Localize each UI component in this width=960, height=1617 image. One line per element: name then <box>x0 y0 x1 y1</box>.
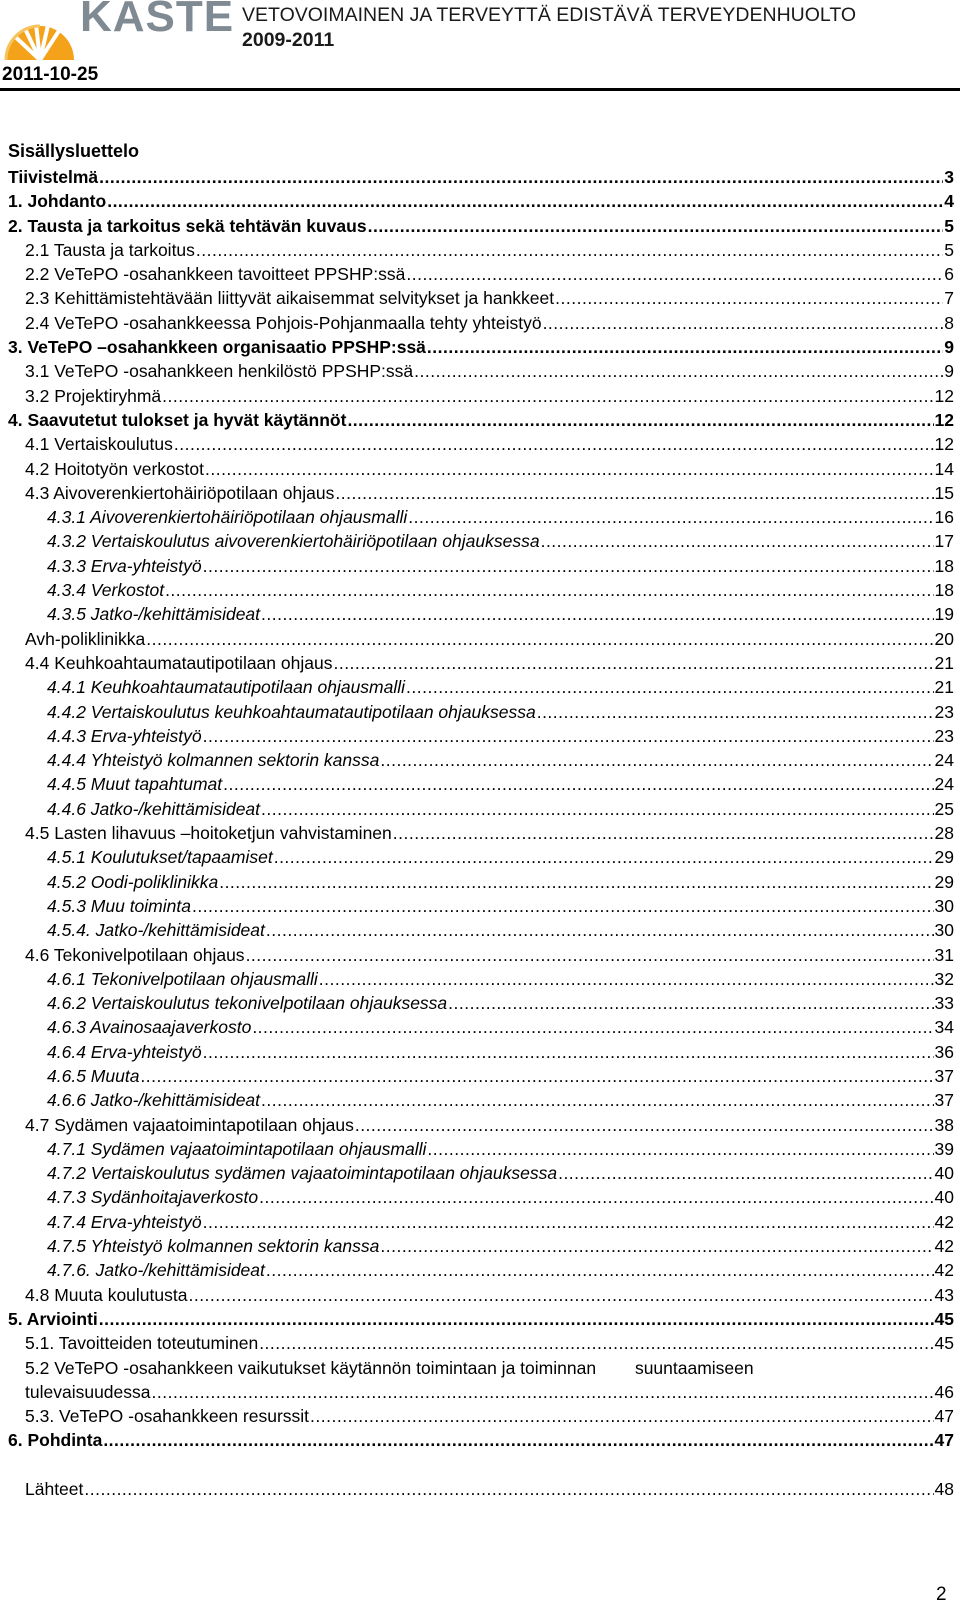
toc-entry-text: 4.6.1 Tekonivelpotilaan ohjausmalli <box>47 968 318 989</box>
toc-leader-dots <box>84 1477 933 1501</box>
toc-leader-dots <box>266 1258 934 1282</box>
toc-entry[interactable] <box>8 870 954 894</box>
toc-leader-dots <box>406 262 943 286</box>
toc-leader-dots <box>380 748 933 772</box>
toc-entry-text: 5. Arviointi <box>8 1308 98 1329</box>
toc-leader-dots <box>162 384 933 408</box>
toc-entry-5-2-line1[interactable]: 5.2 VeTePO -osahankkeen vaikutukset käytännön toimintaan ja toiminnan suuntaamiseen <box>25 1357 754 1378</box>
toc-entry[interactable] <box>8 748 954 772</box>
toc-entry-text: 4.2 Hoitotyön verkostot <box>25 458 204 479</box>
toc-entry[interactable] <box>8 1088 954 1112</box>
toc-entry-text: 4.7 Sydämen vajaatoimintapotilaan ohjaus <box>25 1114 354 1135</box>
toc-entry-page: 30 <box>934 920 954 941</box>
toc-entry-page: 24 <box>934 774 954 795</box>
logo-text: KASTE <box>80 0 235 41</box>
toc-entry-page: 42 <box>934 1260 954 1281</box>
toc-entry-page: 42 <box>934 1211 954 1232</box>
toc-entry-text: 4.4.6 Jatko-/kehittämisideat <box>47 798 261 819</box>
toc-entry-page: 45 <box>934 1333 954 1354</box>
toc-entry[interactable] <box>8 675 954 699</box>
toc-entry[interactable] <box>8 1210 954 1234</box>
toc-entry-text: 4.4.5 Muut tapahtumat <box>47 774 223 795</box>
toc-leader-dots <box>165 578 933 602</box>
toc-entry-page: 4 <box>944 191 954 212</box>
toc-entry-text: Tiivistelmä <box>8 167 99 187</box>
toc-entry-page: 45 <box>934 1308 954 1329</box>
toc-entry-page: 46 <box>934 1381 954 1402</box>
toc-entry[interactable] <box>8 700 954 724</box>
toc-entry-5-2-line2[interactable] <box>8 1380 954 1404</box>
toc-entry-page: 14 <box>934 458 954 479</box>
toc-leader-dots <box>335 481 933 505</box>
toc-entry-text: 2.4 VeTePO -osahankkeessa Pohjois-Pohjanmaalla tehty yhteistyö <box>25 312 542 333</box>
toc-entry-page: 38 <box>934 1114 954 1135</box>
toc-leader-dots <box>266 918 934 942</box>
toc-leader-dots <box>368 214 944 238</box>
toc-entry-page: 40 <box>934 1163 954 1184</box>
toc-entry-text: 4.7.5 Yhteistyö kolmannen sektorin kanssa <box>47 1236 380 1257</box>
toc-leader-dots <box>261 602 934 626</box>
toc-leader-dots <box>333 651 933 675</box>
toc-leader-dots <box>261 797 934 821</box>
header-years: 2009-2011 <box>242 29 335 51</box>
toc-entry[interactable] <box>8 529 954 553</box>
toc-entry[interactable] <box>8 554 954 578</box>
toc-entry[interactable] <box>8 384 954 408</box>
toc-entry-text: Avh-poliklinikka <box>25 628 146 649</box>
toc-entry-text: 4.6.6 Jatko-/kehittämisideat <box>47 1090 261 1111</box>
page-number: 2 <box>936 1584 947 1605</box>
toc-entry-page: 43 <box>934 1284 954 1305</box>
toc-entry-text: 5.1. Tavoitteiden toteutuminen <box>25 1333 259 1354</box>
toc-entry-page: 29 <box>934 871 954 892</box>
toc-entry[interactable] <box>8 1307 954 1331</box>
toc-leader-dots <box>393 821 934 845</box>
toc-entry-page: 3 <box>944 167 954 187</box>
toc-entry-text: 4.6.2 Vertaiskoulutus tekonivelpotilaan ohjauksessa <box>47 993 448 1014</box>
toc-leader-dots <box>196 238 943 262</box>
toc-entry-text: 4. Saavutetut tulokset ja hyvät käytännöt <box>8 409 347 430</box>
toc-leader-dots <box>558 1161 933 1185</box>
toc-entry-sources[interactable] <box>8 1477 954 1501</box>
toc-entry[interactable] <box>8 262 954 286</box>
toc-leader-dots <box>355 1113 934 1137</box>
toc-entry-text: 4.4.4 Yhteistyö kolmannen sektorin kanssa <box>47 750 380 771</box>
toc-entry-page: 31 <box>934 944 954 965</box>
toc-leader-dots <box>408 505 933 529</box>
toc-entry[interactable] <box>8 821 954 845</box>
toc-entry-page: 28 <box>934 823 954 844</box>
toc-entry[interactable] <box>8 1161 954 1185</box>
toc-entry[interactable] <box>8 1404 954 1428</box>
toc-entry-text: 4.7.4 Erva-yhteistyö <box>47 1211 202 1232</box>
toc-leader-dots <box>99 1307 934 1331</box>
toc-entry-page: 32 <box>934 968 954 989</box>
toc-entry-text: 4.3.5 Jatko-/kehittämisideat <box>47 604 261 625</box>
toc-entry-text: 5.3. VeTePO -osahankkeen resurssit <box>25 1406 310 1427</box>
toc-entry[interactable] <box>8 481 954 505</box>
toc-leader-dots <box>203 554 934 578</box>
toc-entry[interactable] <box>8 432 954 456</box>
toc-leader-dots <box>219 870 933 894</box>
toc-leader-dots <box>203 1040 934 1064</box>
toc-entry[interactable] <box>8 1137 954 1161</box>
toc-entry-text: 4.3.3 Erva-yhteistyö <box>47 555 202 576</box>
toc-entry-text: 4.6 Tekonivelpotilaan ohjaus <box>25 944 245 965</box>
toc-leader-dots <box>274 845 934 869</box>
toc-entry-text: 3.1 VeTePO -osahankkeen henkilöstö PPSHP:ssä <box>25 361 414 382</box>
toc-leader-dots <box>414 359 943 383</box>
toc-leader-dots <box>541 529 934 553</box>
toc-entry[interactable] <box>8 578 954 602</box>
toc-entry-page: 23 <box>934 701 954 722</box>
toc-entry-page: 20 <box>934 628 954 649</box>
toc-entry[interactable] <box>8 505 954 529</box>
toc-entry[interactable] <box>8 627 954 651</box>
toc-entry-page: 6 <box>944 264 954 285</box>
toc-entry[interactable] <box>8 943 954 967</box>
toc-entry-page: 18 <box>934 580 954 601</box>
toc-entry[interactable] <box>8 359 954 383</box>
toc-leader-dots <box>406 675 934 699</box>
toc-leader-dots <box>188 1283 933 1307</box>
toc-entry-page: 5 <box>944 215 954 236</box>
toc-entry[interactable] <box>8 311 954 335</box>
toc-entry-text: 2.2 VeTePO -osahankkeen tavoitteet PPSHP:ssä <box>25 264 406 285</box>
toc-entry[interactable] <box>8 967 954 991</box>
toc-leader-dots <box>261 1088 934 1112</box>
toc-entry[interactable] <box>8 602 954 626</box>
toc-leader-dots <box>555 286 943 310</box>
toc-entry-page: 33 <box>934 993 954 1014</box>
toc-entry[interactable] <box>8 189 954 213</box>
toc-entry[interactable] <box>8 1283 954 1307</box>
toc-entry-page: 37 <box>934 1090 954 1111</box>
toc-entry[interactable] <box>8 1040 954 1064</box>
toc-entry-page: 30 <box>934 895 954 916</box>
toc-entry-text: 4.7.1 Sydämen vajaatoimintapotilaan ohjausmalli <box>47 1138 427 1159</box>
toc-heading: Sisällysluettelo <box>8 141 140 161</box>
toc-leader-dots <box>310 1404 933 1428</box>
toc-entry-text: 4.5.4. Jatko-/kehittämisideat <box>47 920 265 941</box>
toc-leader-dots <box>319 967 934 991</box>
toc-entry-text: 4.5.1 Koulutukset/tapaamiset <box>47 847 273 868</box>
toc-entry-text: 4.3.2 Vertaiskoulutus aivoverenkiertohäiriöpotilaan ohjauksessa <box>47 531 540 552</box>
toc-entry-text: 2.1 Tausta ja tarkoitus <box>25 239 195 260</box>
toc-entry-page: 8 <box>944 312 954 333</box>
toc-leader-dots <box>107 189 943 213</box>
toc-entry-text: 2.3 Kehittämistehtävään liittyvät aikaisemmat selvitykset ja hankkeet <box>25 288 555 309</box>
toc-leader-dots <box>380 1234 933 1258</box>
toc-entry[interactable] <box>8 238 954 262</box>
toc-entry-text: 4.4.1 Keuhkoahtaumatautipotilaan ohjausmalli <box>47 677 406 698</box>
toc-entry[interactable] <box>8 797 954 821</box>
toc-entry[interactable] <box>8 335 954 359</box>
toc-entry-text: 4.4.3 Erva-yhteistyö <box>47 725 202 746</box>
toc-entry-text: 4.1 Vertaiskoulutus <box>25 434 173 455</box>
toc-entry-text: tulevaisuudessa <box>25 1381 151 1402</box>
toc-spacer <box>8 1453 954 1477</box>
toc-leader-dots <box>223 772 933 796</box>
toc-entry-text: 3. VeTePO –osahankkeen organisaatio PPSHP:ssä <box>8 337 426 358</box>
toc-entry[interactable] <box>8 918 954 942</box>
toc-entry[interactable] <box>8 1113 954 1137</box>
toc-entry[interactable] <box>8 724 954 748</box>
toc-entry-text: 6. Pohdinta <box>8 1430 103 1451</box>
toc-leader-dots <box>203 1210 934 1234</box>
toc-entry-page: 17 <box>934 531 954 552</box>
toc-entry-page: 9 <box>944 337 954 358</box>
kaste-logo <box>4 0 235 62</box>
toc-entry[interactable] <box>8 991 954 1015</box>
toc-entry-text: 4.3.1 Aivoverenkiertohäiriöpotilaan ohjausmalli <box>47 507 408 528</box>
toc-leader-dots <box>103 1428 933 1452</box>
toc-leader-dots <box>259 1185 933 1209</box>
toc-entry-text: 4.3.4 Verkostot <box>47 580 165 601</box>
toc-leader-dots <box>146 627 933 651</box>
toc-entry-text: 4.4 Keuhkoahtaumatautipotilaan ohjaus <box>25 652 333 673</box>
page-header <box>0 0 960 90</box>
toc-entry-page: 36 <box>934 1041 954 1062</box>
sun-logo-icon <box>4 0 76 62</box>
toc-entry-page: 47 <box>934 1406 954 1427</box>
toc-entry-page: 21 <box>934 677 954 698</box>
toc-entry[interactable] <box>8 1185 954 1209</box>
toc-entry-page: 12 <box>934 385 954 406</box>
toc-entry-text: 4.7.6. Jatko-/kehittämisideat <box>47 1260 265 1281</box>
toc-entry[interactable] <box>8 214 954 238</box>
toc-entry[interactable] <box>8 1258 954 1282</box>
toc-entry-page: 18 <box>934 555 954 576</box>
toc-entry[interactable] <box>8 1064 954 1088</box>
toc-leader-dots <box>543 311 944 335</box>
toc-leader-dots <box>427 1137 933 1161</box>
toc-entry-page: 19 <box>934 604 954 625</box>
toc-entry-page: 42 <box>934 1236 954 1257</box>
header-title: VETOVOIMAINEN JA TERVEYTTÄ EDISTÄVÄ TERVEYDENHUOLTO <box>242 4 857 26</box>
toc-entry[interactable] <box>8 772 954 796</box>
toc-entry-text: 3.2 Projektiryhmä <box>25 385 162 406</box>
toc-leader-dots <box>174 432 934 456</box>
toc-leader-dots <box>246 943 934 967</box>
toc-entry-text: 4.4.2 Vertaiskoulutus keuhkoahtaumatautipotilaan ohjauksessa <box>47 701 536 722</box>
toc-leader-dots <box>192 894 934 918</box>
toc-entry[interactable] <box>8 845 954 869</box>
toc-entry-text: 4.3 Aivoverenkiertohäiriöpotilaan ohjaus <box>25 482 335 503</box>
toc-entry-page: 5 <box>944 239 954 260</box>
toc-entry-page: 21 <box>934 652 954 673</box>
toc-entry[interactable] <box>8 651 954 675</box>
toc-entry-page: 39 <box>934 1138 954 1159</box>
toc-entry-page: 23 <box>934 725 954 746</box>
toc-entry-text: 4.5 Lasten lihavuus –hoitoketjun vahvistaminen <box>25 823 392 844</box>
toc-entry-text: 4.6.4 Erva-yhteistyö <box>47 1041 202 1062</box>
toc-leader-dots <box>448 991 933 1015</box>
toc-entry-page: 12 <box>934 409 954 430</box>
toc-entry[interactable] <box>8 286 954 310</box>
toc-entry-text: 4.6.5 Muuta <box>47 1065 140 1086</box>
toc-entry-page: 29 <box>934 847 954 868</box>
toc-entry-page: 48 <box>934 1478 954 1499</box>
toc-leader-dots <box>140 1064 933 1088</box>
toc-entry[interactable] <box>8 408 954 432</box>
toc-leader-dots <box>203 724 934 748</box>
toc-entry[interactable] <box>8 1234 954 1258</box>
toc-entry-page: 7 <box>944 288 954 309</box>
toc-entry-text: 1. Johdanto <box>8 191 107 212</box>
toc-entry-text: 2. Tausta ja tarkoitus sekä tehtävän kuvaus <box>8 215 367 236</box>
header-divider <box>0 88 960 91</box>
toc-entry[interactable] <box>8 1428 954 1452</box>
toc-entry-page: 37 <box>934 1065 954 1086</box>
toc-entry[interactable] <box>8 1015 954 1039</box>
toc-leader-dots <box>152 1380 934 1404</box>
toc-entry-page: 16 <box>934 507 954 528</box>
table-of-contents <box>8 165 954 1501</box>
toc-leader-dots <box>205 457 934 481</box>
toc-entry-text: Lähteet <box>25 1478 84 1499</box>
toc-entry-page: 40 <box>934 1187 954 1208</box>
toc-leader-dots <box>99 165 943 189</box>
toc-entry[interactable] <box>8 894 954 918</box>
toc-entry-page: 47 <box>934 1430 954 1451</box>
toc-entry-page: 12 <box>934 434 954 455</box>
toc-entry-page: 9 <box>944 361 954 382</box>
toc-entry-text: 4.7.2 Vertaiskoulutus sydämen vajaatoimintapotilaan ohjauksessa <box>47 1163 558 1184</box>
header-date: 2011-10-25 <box>2 64 99 85</box>
toc-entry-page: 25 <box>934 798 954 819</box>
toc-entry-page: 24 <box>934 750 954 771</box>
toc-entry-text: 4.5.3 Muu toiminta <box>47 895 191 916</box>
toc-leader-dots <box>537 700 934 724</box>
toc-entry[interactable] <box>8 1331 954 1355</box>
toc-entry-text: 4.6.3 Avainosaajaverkosto <box>47 1017 252 1038</box>
toc-leader-dots <box>252 1015 933 1039</box>
toc-entry[interactable] <box>8 165 954 189</box>
toc-leader-dots <box>347 408 933 432</box>
toc-entry-text: 4.5.2 Oodi-poliklinikka <box>47 871 219 892</box>
toc-entry-page: 15 <box>934 482 954 503</box>
toc-entry-page: 34 <box>934 1017 954 1038</box>
toc-leader-dots <box>427 335 943 359</box>
toc-entry-text: 4.8 Muuta koulutusta <box>25 1284 188 1305</box>
toc-entry[interactable] <box>8 457 954 481</box>
toc-leader-dots <box>259 1331 933 1355</box>
toc-entry-text: 4.7.3 Sydänhoitajaverkosto <box>47 1187 259 1208</box>
